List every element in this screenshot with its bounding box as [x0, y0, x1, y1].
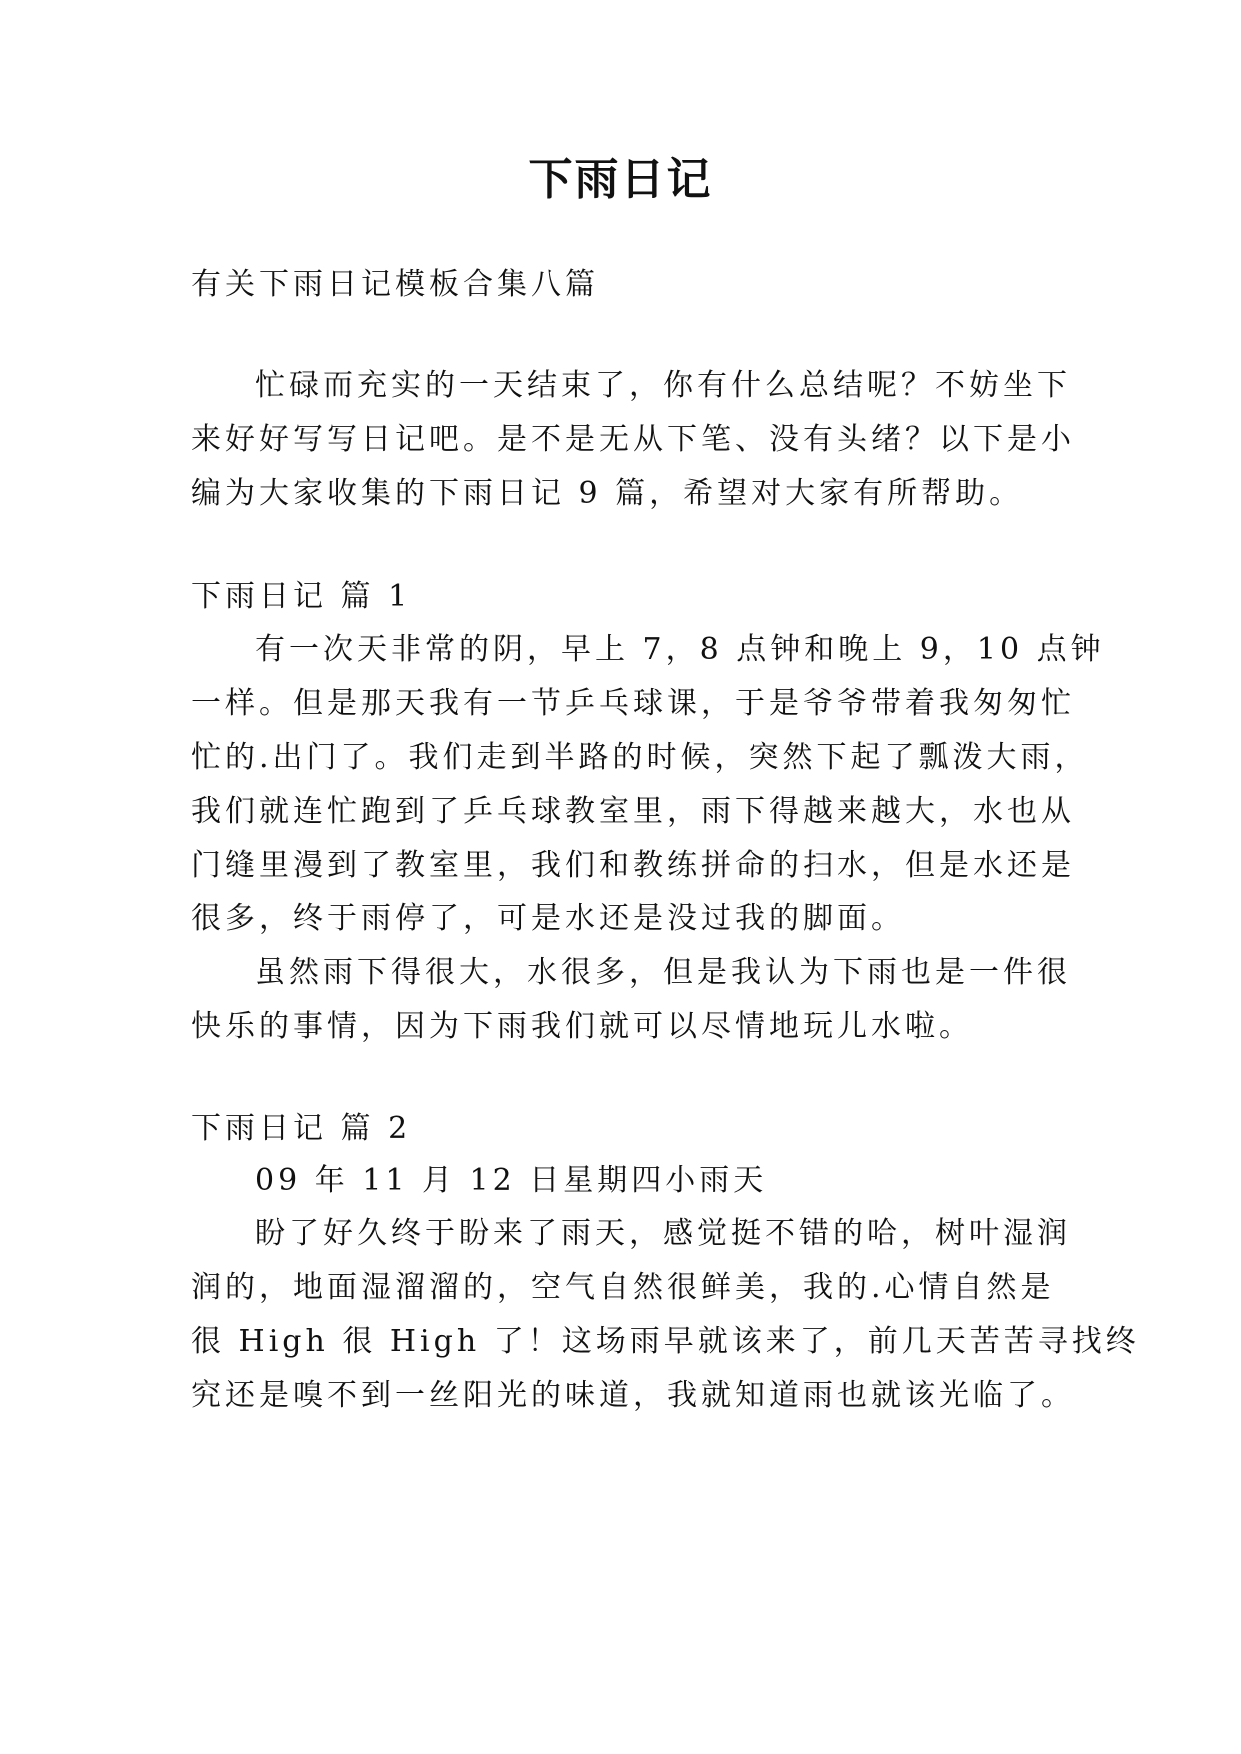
paragraph-line: 究还是嗅不到一丝阳光的味道，我就知道雨也就该光临了。 — [191, 1378, 1075, 1413]
paragraph-line: 忙的.出门了。我们走到半路的时候，突然下起了瓢泼大雨， — [191, 740, 1089, 775]
paragraph-line: 润的，地面湿溜溜的，空气自然很鲜美，我的.心情自然是 — [191, 1270, 1055, 1305]
paragraph-line: 虽然雨下得很大，水很多，但是我认为下雨也是一件很 — [255, 955, 1071, 990]
paragraph-line: 门缝里漫到了教室里，我们和教练拼命的扫水，但是水还是 — [191, 848, 1075, 883]
subtitle: 有关下雨日记模板合集八篇 — [191, 267, 599, 302]
date-line: 09 年 11 月 12 日星期四小雨天 — [255, 1163, 768, 1198]
paragraph-line: 我们就连忙跑到了乒乓球教室里，雨下得越来越大，水也从 — [191, 794, 1075, 829]
paragraph-line: 很多，终于雨停了，可是水还是没过我的脚面。 — [191, 901, 905, 936]
paragraph-line: 很 High 很 High 了！这场雨早就该来了，前几天苦苦寻找终 — [191, 1324, 1140, 1359]
intro-line: 编为大家收集的下雨日记 9 篇，希望对大家有所帮助。 — [191, 476, 1024, 511]
section-heading-1: 下雨日记 篇 1 — [191, 579, 412, 614]
paragraph-line: 盼了好久终于盼来了雨天，感觉挺不错的哈，树叶湿润 — [255, 1216, 1071, 1251]
intro-line: 忙碌而充实的一天结束了，你有什么总结呢？不妨坐下 — [255, 368, 1071, 403]
paragraph-line: 快乐的事情，因为下雨我们就可以尽情地玩儿水啦。 — [191, 1009, 973, 1044]
paragraph-line: 一样。但是那天我有一节乒乓球课，于是爷爷带着我匆匆忙 — [191, 686, 1075, 721]
paragraph-line: 有一次天非常的阴，早上 7，8 点钟和晚上 9，10 点钟 — [255, 632, 1105, 667]
document-title: 下雨日记 — [528, 154, 713, 205]
intro-line: 来好好写写日记吧。是不是无从下笔、没有头绪？以下是小 — [191, 422, 1075, 457]
section-heading-2: 下雨日记 篇 2 — [191, 1111, 412, 1146]
